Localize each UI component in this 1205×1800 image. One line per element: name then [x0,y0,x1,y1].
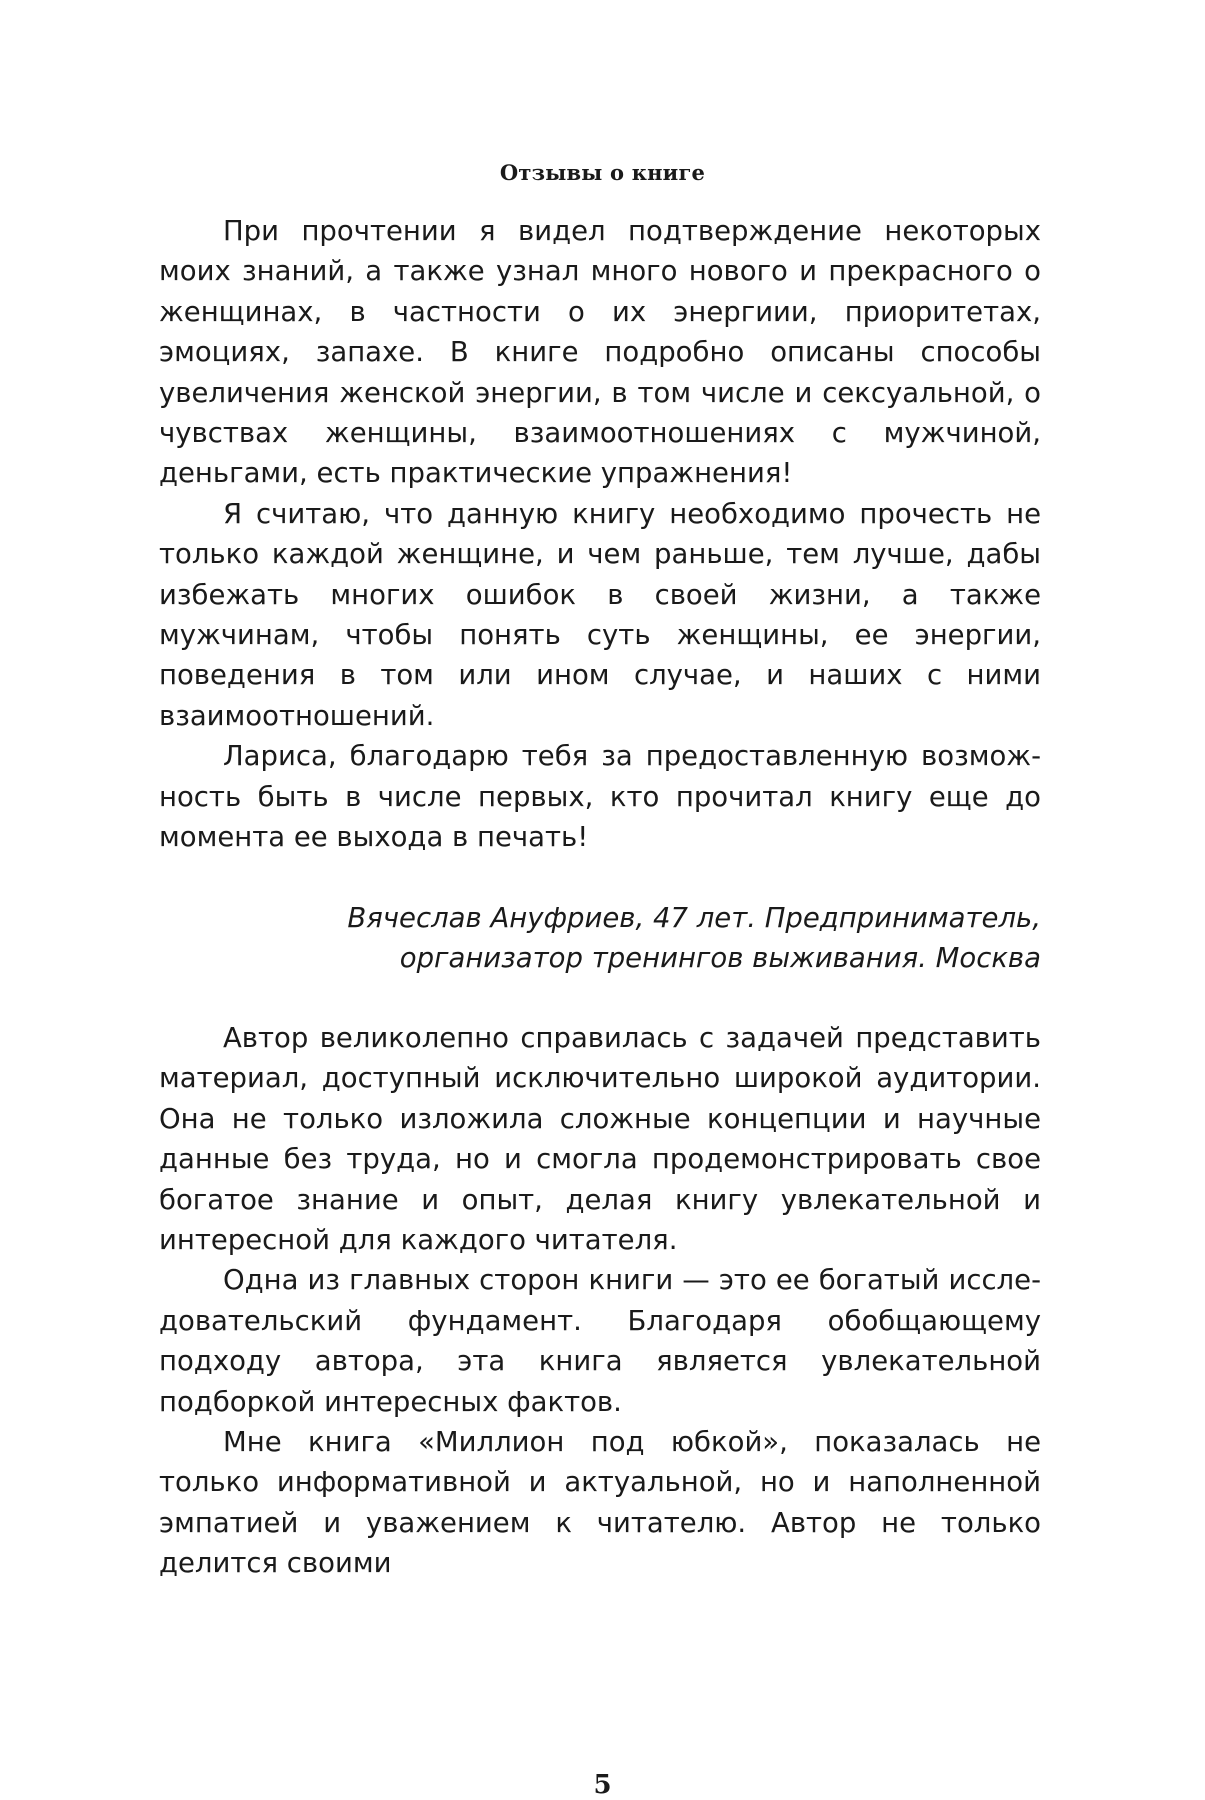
review-signature [159,898,1041,978]
signature-line: Вячеслав Ануфриев, 47 лет. Предприниматель, [347,901,1041,934]
review-paragraph: При прочтении я видел подтверждение некоторых моих знаний, а также узнал много нового и прекрасного о женщинах, в частности о их энергиии, приоритетах, эмоциях, запахе. В книге подробно описаны способы увеличения женской энергии, в том числе и сексуальной, о чувствах женщины, взаимоотношениях с мужчиной, деньгами, есть практические упражнения! [159,215,1041,490]
review-paragraph: Мне книга «Миллион под юбкой», показалась не только информативной и актуальной, но и наполненной эмпатией и уважением к читателю. Автор не только делится своими [159,1426,1041,1580]
review-paragraph: Автор великолепно справилась с задачей представить материал, доступный исключительно широкой аудитории. Она не только изложила сложные концепции и научные данные без труда, но и смогла продемонстрировать свое богатое знание и опыт, делая книгу увлекательной и интересной для каждого читателя. [159,1022,1041,1257]
page-number: 5 [593,1770,612,1800]
signature-line: организатор тренингов выживания. Москва [399,941,1041,974]
section-title: Отзывы о книге [499,160,706,185]
review-paragraph: Лариса, благодарю тебя за предоставленную возможность быть в числе первых, кто прочитал книгу еще до момента ее выхода в печать! [159,740,1041,854]
review-paragraph: Я считаю, что данную книгу необходимо прочесть не только каждой женщине, и чем раньше, тем лучше, дабы избежать многих ошибок в своей жизни, а также мужчинам, чтобы понять суть женщины, ее энергии, поведения в том или ином случае, и наших с ними взаимоотношений. [159,497,1041,732]
review-second [159,1018,1041,1584]
review-first [159,211,1041,978]
review-paragraph: Одна из главных сторон книги — это ее богатый исследовательский фундамент. Благодаря обобщающему подходу автора, эта книга является увлекательной подборкой интересных фактов. [159,1264,1041,1418]
